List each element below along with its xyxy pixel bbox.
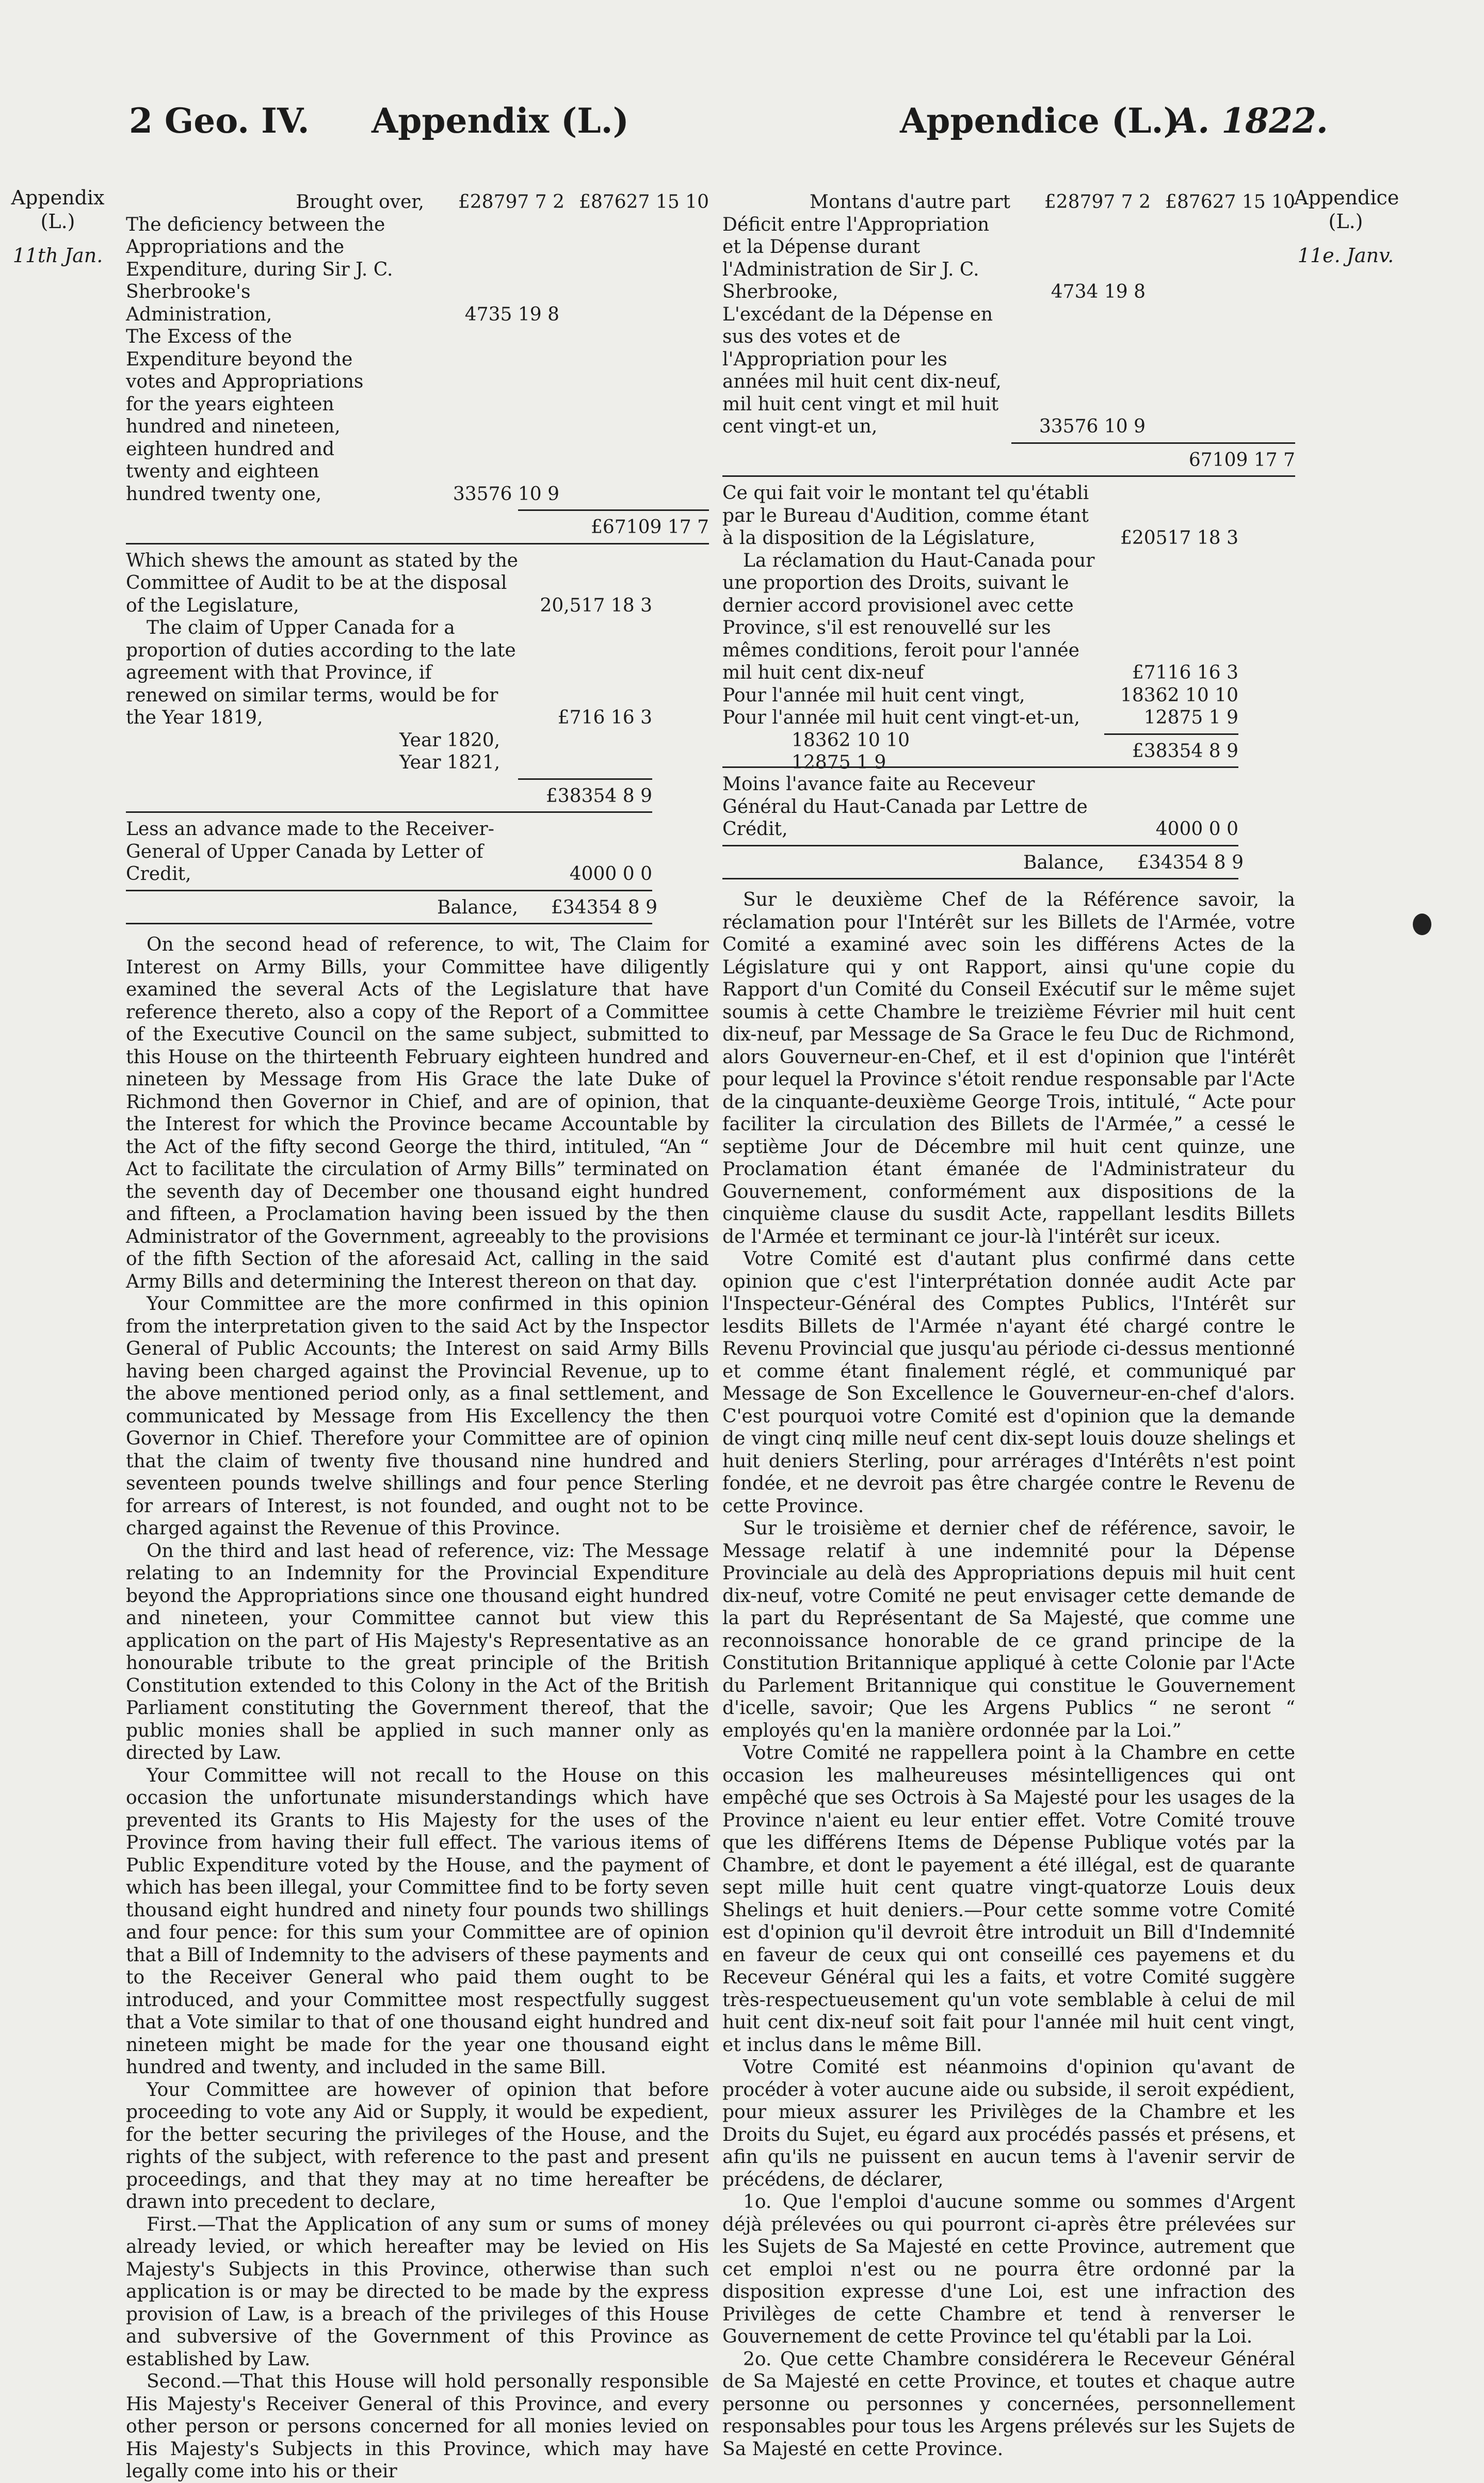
paragraph: On the second head of reference, to wit, The Claim for Interest on Army Bills, your Committee have diligently examined the several Acts of the Legislature that have reference thereto, also a copy of the Report of a Committee of the Executive Council on the same subject, submitted to this House on the thirteenth February eighteen hundred and nineteen by Message from His Grace the late Duke of Richmond then Governor in Chief, and are of opinion, that the Interest for which the Province became Accountable by the Act of the fifty second George the third, intituled, “An “ Act to facilitate the circulation of Army Bills” terminated on the seventh day of December one thousand eight hundred and fifteen, a Proclamation having been issued by the then Administrator of the Government, agreeably to the provisions of the fifth Section of the aforesaid Act, calling in the said Army Bills and determining the Interest thereon on that day.: [126, 934, 709, 1292]
margin-l: (L.): [40, 210, 75, 233]
paragraph: Votre Comité ne rappellera point à la Chambre en cette occasion les malheureuses mésintelligences qui ont empêché que ses Octrois à Sa Majesté pour les usages de la Province n'aient eu leur entier effet. Votre Comité trouve que les différens Items de Dépense Publique votés par la Chambre, et dont le payement a été illégal, est de quarante sept mille huit cent quatre vingt-quatorze Louis deux Shelings et huit deniers.—Pour cette somme votre Comité est d'opinion qu'il devroit être introduit un Bill d'Indemnité en faveur de ceux qui ont conseillé ces payemens et du Receveur Général qui les a faits, et votre Comité suggère très-respectueusement qu'un vote semblable à celui de mil huit cent dix-neuf soit fait pour l'année mil huit cent vingt, et inclus dans le même Bill.: [722, 1742, 1295, 2056]
header-year: A. 1822.: [1171, 101, 1328, 141]
french-column: [722, 191, 1295, 2460]
paragraph: Votre Comité est néanmoins d'opinion qu'avant de procéder à voter aucune aide ou subside, il seroit expédient, pour mieux assurer les Privilèges de la Chambre et les Droits du Sujet, eu égard aux procédés passés et présens, et afin qu'ils ne puissent en aucun tems à l'avenir servir de précédens, de déclarer,: [722, 2057, 1295, 2190]
deficiency-row: The deficiency between the Appropriations and the Expenditure, during Sir J. C. Sherbrooke's Administration, 4735 19 8: [126, 214, 559, 325]
paragraph: Your Committee are the more confirmed in this opinion from the interpretation given to the said Act by the Inspector General of Public Accounts; the Interest on said Army Bills having been charged against the Provincial Revenue, up to the above mentioned period only, as a final settlement, and communicated by Message from His Excellency the then Governor in Chief. Therefore your Committee are of opinion that the claim of twenty five thousand nine hundred and seventeen pounds twelve shillings and four pence Sterling for arrears of Interest, is not founded, and ought not to be charged against the Revenue of this Province.: [126, 1293, 709, 1539]
margin-l: (L.): [1328, 210, 1363, 233]
montant-row: Ce qui fait voir le montant tel qu'établi par le Bureau d'Audition, comme étant à la disposition de la Législature, £20517 18 3: [722, 483, 1238, 549]
balance-row: Balance, £34354 8 9: [1023, 852, 1244, 873]
total-38354: £38354 8 9: [545, 785, 652, 807]
total-38354: £38354 8 9: [1132, 740, 1238, 762]
header-session: 2 Geo. IV.: [129, 101, 310, 141]
paragraph: Sur le deuxième Chef de la Référence savoir, la réclamation pour l'Intérêt sur les Billets de l'Armée, votre Comité a examiné avec soin les différens Actes de la Législature qui y ont Rapport, ainsi qu'une copie du Rapport d'un Comité du Conseil Exécutif sur le même sujet soumis à cette Chambre le treizième Février mil huit cent dix-neuf, par Message de Sa Grace le feu Duc de Richmond, alors Gouverneur-en-Chef, et il est d'opinion que l'intérêt pour lequel la Province s'étoit rendue responsable par l'Acte de la cinquante-deuxième George Trois, intitulé, “ Acte pour faciliter la circulation des Billets de l'Armée,” a cessé le septième Jour de Décembre mil huit cent quinze, une Proclamation étant émanée de l'Administrateur du Gouvernement, conformément aux dispositions de la cinquième clause du susdit Acte, rappellant lesdits Billets de l'Armée et terminant ce jour-là l'intérêt sur iceux.: [722, 889, 1295, 1247]
paragraph: 2o. Que cette Chambre considérera le Receveur Général de Sa Majesté en cette Province, et toutes et chaque autre personne ou personnes y concernées, personnellement responsables pour tous les Argens prélevés sur les Sujets de Sa Majesté en cette Province.: [722, 2348, 1295, 2460]
paragraph: Sur le troisième et dernier chef de référence, savoir, le Message relatif à une indemnité pour la Dépense Provinciale au delà des Appropriations depuis mil huit cent dix-neuf, votre Comité ne peut envisager cette demande de la part du Représentant de Sa Majesté, que comme une reconnoissance honorable de ce grand principe de la Constitution Britannique appliqué à cette Colonie par l'Acte du Parlement Britannique qui constitue le Gouvernement d'icelle, savoir; Que les Argens Publics “ ne seront “ employés qu'en la manière ordonnée par la Loi.”: [722, 1518, 1295, 1741]
margin-appendix: Appendix: [11, 186, 105, 209]
ink-blot: [1413, 914, 1431, 935]
brought-over-row: Brought over, £28797 7 2 £87627 15 10: [296, 191, 709, 213]
excess-row: The Excess of the Expenditure beyond the votes and Appropriations for the years eighteen hundred and nineteen, eighteen hundred and twenty and eighteen hundred twenty one, 33576 10 9: [126, 326, 559, 505]
avance-row: Moins l'avance faite au Receveur Général du Haut-Canada par Lettre de Crédit, 4000 0 0: [722, 774, 1238, 840]
paragraph: Your Committee will not recall to the House on this occasion the unfortunate misunderstandings which have prevented its Grants to His Majesty for the uses of the Province from having their full effect. The various items of Public Expenditure voted by the House, and the payment of which has been illegal, your Committee find to be forty seven thousand eight hundred and ninety four pounds two shillings and four pence: for this sum your Committee are of opinion that a Bill of Indemnity to the advisers of these payments and to the Receiver General who paid them ought to be introduced, and your Committee most respectfully suggest that a Vote similar to that of one thousand eight hundred and nineteen might be made for the year one thousand eight hundred and twenty, and included in the same Bill.: [126, 1765, 709, 2078]
header-left-title: Appendix (L.): [372, 101, 629, 141]
year-1821-row: Year 1821, 12875 1 9: [399, 752, 886, 773]
paragraph: 1o. Que l'emploi d'aucune somme ou sommes d'Argent déjà prélevées ou qui pourront ci-après être prélevées sur les Sujets de Sa Majesté en cette Province, autrement que cet emploi n'est ou ne pourra être ordonné par la disposition expresse d'une Loi, est une infraction des Privilèges de cette Chambre et tend à renverser le Gouvernement de cette Province tel qu'établi par la Loi.: [722, 2191, 1295, 2347]
paragraph: Your Committee are however of opinion that before proceeding to vote any Aid or Supply, it would be expedient, for the better securing the privileges of the House, and the rights of the subject, with reference to the past and present proceedings, and that they may at no time hereafter be drawn into precedent to declare,: [126, 2079, 709, 2213]
margin-appendice: Appendice: [1294, 186, 1399, 209]
excedant-row: L'excédant de la Dépense en sus des votes et de l'Appropriation pour les années mil huit cent dix-neuf, mil huit cent vingt et mil huit cent vingt-et un, 33576 10 9: [722, 303, 1146, 437]
english-column: [126, 191, 910, 2483]
left-margin-note: [6, 186, 109, 267]
year-1821-row: Pour l'année mil huit cent vingt-et-un, 12875 1 9: [722, 707, 1238, 728]
reclamation-row: La réclamation du Haut-Canada pour une proportion des Droits, suivant le dernier accord provisionel avec cette Province, s'il est renouvellé sur les mêmes conditions, feroit pour l'année mil huit cent dix-neuf £7116 16 3: [722, 550, 1238, 683]
advance-row: Less an advance made to the Receiver-General of Upper Canada by Letter of Credit, 4000 0 0: [126, 819, 652, 885]
header-right-title: Appendice (L.): [900, 101, 1180, 141]
margin-date: 11e. Janv.: [1297, 244, 1394, 267]
paragraph: Second.—That this House will hold personally responsible His Majesty's Receiver General of this Province, and every other person or persons concerned for all monies levied on His Majesty's Subjects in this Province, which may have legally come into his or their: [126, 2371, 709, 2482]
paragraph: First.—That the Application of any sum or sums of money already levied, or which hereafter may be levied on His Majesty's Subjects in this Province, otherwise than such application is or may be directed to be made by the express provision of Law, is a breach of the privileges of this House and subversive of the Government of this Province as established by Law.: [126, 2214, 709, 2370]
claim-row: The claim of Upper Canada for a proportion of duties according to the late agreement with that Province, if renewed on similar terms, would be for the Year 1819, £716 16 3: [126, 617, 652, 728]
total-67109: 67109 17 7: [1188, 449, 1295, 471]
section-rule: [126, 543, 709, 544]
brought-over-row: Montans d'autre part £28797 7 2 £87627 15 10: [810, 191, 1295, 213]
deficit-row: Déficit entre l'Appropriation et la Dépense durant l'Administration de Sir J. C. Sherbrooke, 4734 19 8: [722, 214, 1146, 302]
sum-rule: [518, 509, 709, 511]
french-prose: [722, 889, 1295, 2460]
paragraph: On the third and last head of reference, viz: The Message relating to an Indemnity for the Provincial Expenditure beyond the Appropriations since one thousand eight hundred and nineteen, your Committee cannot but view this application on the part of His Majesty's Representative as an honourable tribute to the great principle of the British Constitution extended to this Colony in the Act of the British Parliament constituting the Government thereof, that the public monies shall be applied in such manner only as directed by Law.: [126, 1540, 709, 1764]
year-1820-row: Year 1820, 18362 10 10: [399, 729, 910, 751]
shews-row: Which shews the amount as stated by the Committee of Audit to be at the disposal of the Legislature, 20,517 18 3: [126, 550, 652, 616]
english-prose: [126, 934, 709, 2483]
margin-date: 11th Jan.: [12, 244, 103, 267]
right-margin-note: [1294, 186, 1397, 267]
balance-row: Balance, £34354 8 9: [437, 896, 657, 918]
total-67109: £67109 17 7: [590, 517, 709, 538]
year-1820-row: Pour l'année mil huit cent vingt, 18362 10 10: [722, 684, 1238, 706]
paragraph: Votre Comité est d'autant plus confirmé dans cette opinion que c'est l'interprétation donnée audit Acte par l'Inspecteur-Général des Comptes Publics, l'Intérêt sur lesdits Billets de l'Armée n'ayant été chargé contre le Revenu Provincial que jusqu'au période ci-dessus mentionné et comme étant finalement réglé, et communiqué par Message de Son Excellence le Gouverneur-en-chef d'alors. C'est pourquoi votre Comité est d'opinion que la demande de vingt cinq mille neuf cent dix-sept louis douze shelings et huit deniers Sterling, pour arrérages d'Intérêts n'est point fondée, et ne devroit pas être chargée contre le Revenu de cette Province.: [722, 1248, 1295, 1517]
